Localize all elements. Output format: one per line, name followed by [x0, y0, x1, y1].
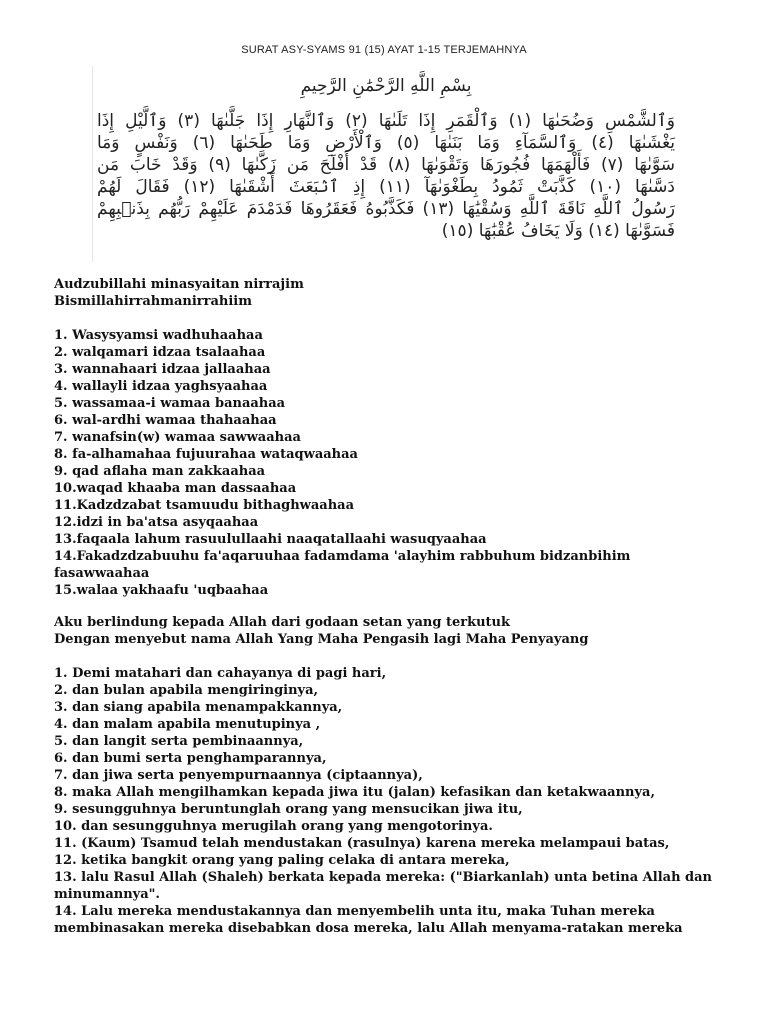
verse-line: 5. dan langit serta pembinaannya, [54, 734, 304, 749]
verse-line: minumannya". [54, 887, 160, 902]
verse-line: 9. sesungguhnya beruntunglah orang yang mensucikan jiwa itu, [54, 802, 523, 817]
verse-line: fasawwaahaa [54, 566, 150, 581]
verse-line: 12.idzi in ba'atsa asyqaahaa [54, 515, 259, 530]
verse-line: 13.faqaala lahum rasuulullaahi naaqatallaahi wasuqyaahaa [54, 532, 487, 547]
verse-line: 11.Kadzdzabat tsamuudu bithaghwaahaa [54, 498, 355, 513]
verse-line: 2. dan bulan apabila mengiringinya, [54, 683, 319, 698]
arabic-line: فَسَوَّىٰهَا (١٤) وَلَا يَخَافُ عُقْبَٰهَا (١٥) [441, 221, 675, 241]
verse-line: 3. dan siang apabila menampakkannya, [54, 700, 343, 715]
verse-line: 1. Demi matahari dan cahayanya di pagi hari, [54, 666, 387, 681]
arabic-line: دَسَّىٰهَا (١٠) كَذَّبَتْ ثَمُودُ بِطَغْوَىٰهَآ (١١) إِذِ ٱنۢبَعَثَ أَشْقَىٰهَا (١٢) فَقَالَ لَهُمْ [97, 177, 675, 197]
verse-line: 7. dan jiwa serta penyempurnaannya (ciptaannya), [54, 768, 423, 783]
verse-line: 4. wallayli idzaa yaghsyaahaa [54, 379, 268, 394]
arabic-line: رَسُولُ ٱللَّهِ نَاقَةَ ٱللَّهِ وَسُقْيَٰهَا (١٣) فَكَذَّبُوهُ فَعَقَرُوهَا فَدَمْدَمَ عَلَيْهِمْ رَبُّهُم بِذَنۢبِهِمْ [97, 199, 675, 219]
verse-line: 8. maka Allah mengilhamkan kepada jiwa itu (jalan) kefasikan dan ketakwaannya, [54, 785, 655, 800]
arabic-basmalah: بِسْمِ اللَّهِ الرَّحْمَٰنِ الرَّحِيمِ [300, 76, 472, 96]
opening-line: Audzubillahi minasyaitan nirrajim [54, 277, 304, 292]
arabic-line: وَٱلشَّمْسِ وَضُحَىٰهَا (١) وَٱلْقَمَرِ إِذَا تَلَىٰهَا (٢) وَٱلنَّهَارِ إِذَا جَلَّىٰهَا (٣) وَٱلَّيْلِ إِذَا [97, 111, 676, 131]
verse-line: 6. wal-ardhi wamaa thahaahaa [54, 413, 277, 428]
verse-line: 2. walqamari idzaa tsalaahaa [54, 345, 266, 360]
arabic-text-block [92, 66, 679, 262]
verse-line: 10.waqad khaaba man dassaahaa [54, 481, 297, 496]
verse-line: 5. wassamaa-i wamaa banaahaa [54, 396, 286, 411]
verse-line: 7. wanafsin(w) wamaa sawwaahaa [54, 430, 301, 445]
verse-line: 13. lalu Rasul Allah (Shaleh) berkata kepada mereka: ("Biarkanlah) unta betina Allah dan [54, 870, 713, 885]
opening-line: Dengan menyebut nama Allah Yang Maha Pengasih lagi Maha Penyayang [54, 632, 589, 647]
verse-line: 14. Lalu mereka mendustakannya dan menyembelih unta itu, maka Tuhan mereka [54, 904, 655, 919]
opening-line: Bismillahirrahmanirrahiim [54, 294, 252, 309]
translation-block [54, 614, 724, 937]
arabic-line: سَوَّىٰهَا (٧) فَأَلْهَمَهَا فُجُورَهَا وَتَقْوَىٰهَا (٨) قَدْ أَفْلَحَ مَن زَكَّىٰهَا (٩) وَقَدْ خَابَ مَن [97, 155, 675, 175]
verse-line: 9. qad aflaha man zakkaahaa [54, 464, 266, 479]
verse-line: membinasakan mereka disebabkan dosa mereka, lalu Allah menyama-ratakan mereka [54, 921, 683, 936]
page-title: SURAT ASY-SYAMS 91 (15) AYAT 1-15 TERJEMAHNYA [241, 44, 527, 56]
opening-line: Aku berlindung kepada Allah dari godaan setan yang terkutuk [54, 615, 511, 630]
verse-line: 8. fa-alhamahaa fujuurahaa wataqwaahaa [54, 447, 358, 462]
verse-line: 14.Fakadzdzabuuhu fa'aqaruuhaa fadamdama 'alayhim rabbuhum bidzanbihim [54, 549, 631, 564]
verse-line: 3. wannahaari idzaa jallaahaa [54, 362, 271, 377]
verse-line: 6. dan bumi serta penghamparannya, [54, 751, 327, 766]
verse-line: 15.walaa yakhaafu 'uqbaahaa [54, 583, 269, 598]
verse-line: 1. Wasysyamsi wadhuhaahaa [54, 328, 263, 343]
verse-line: 12. ketika bangkit orang yang paling celaka di antara mereka, [54, 853, 510, 868]
transliteration-block [54, 276, 724, 599]
verse-line: 4. dan malam apabila menutupinya , [54, 717, 321, 732]
arabic-line: يَغْشَىٰهَا (٤) وَٱلسَّمَآءِ وَمَا بَنَىٰهَا (٥) وَٱلْأَرْضِ وَمَا طَحَىٰهَا (٦) وَنَفْسٍ وَمَا [97, 133, 676, 153]
verse-line: 10. dan sesungguhnya merugilah orang yang mengotorinya. [54, 819, 493, 834]
verse-line: 11. (Kaum) Tsamud telah mendustakan (rasulnya) karena mereka melampaui batas, [54, 836, 670, 851]
